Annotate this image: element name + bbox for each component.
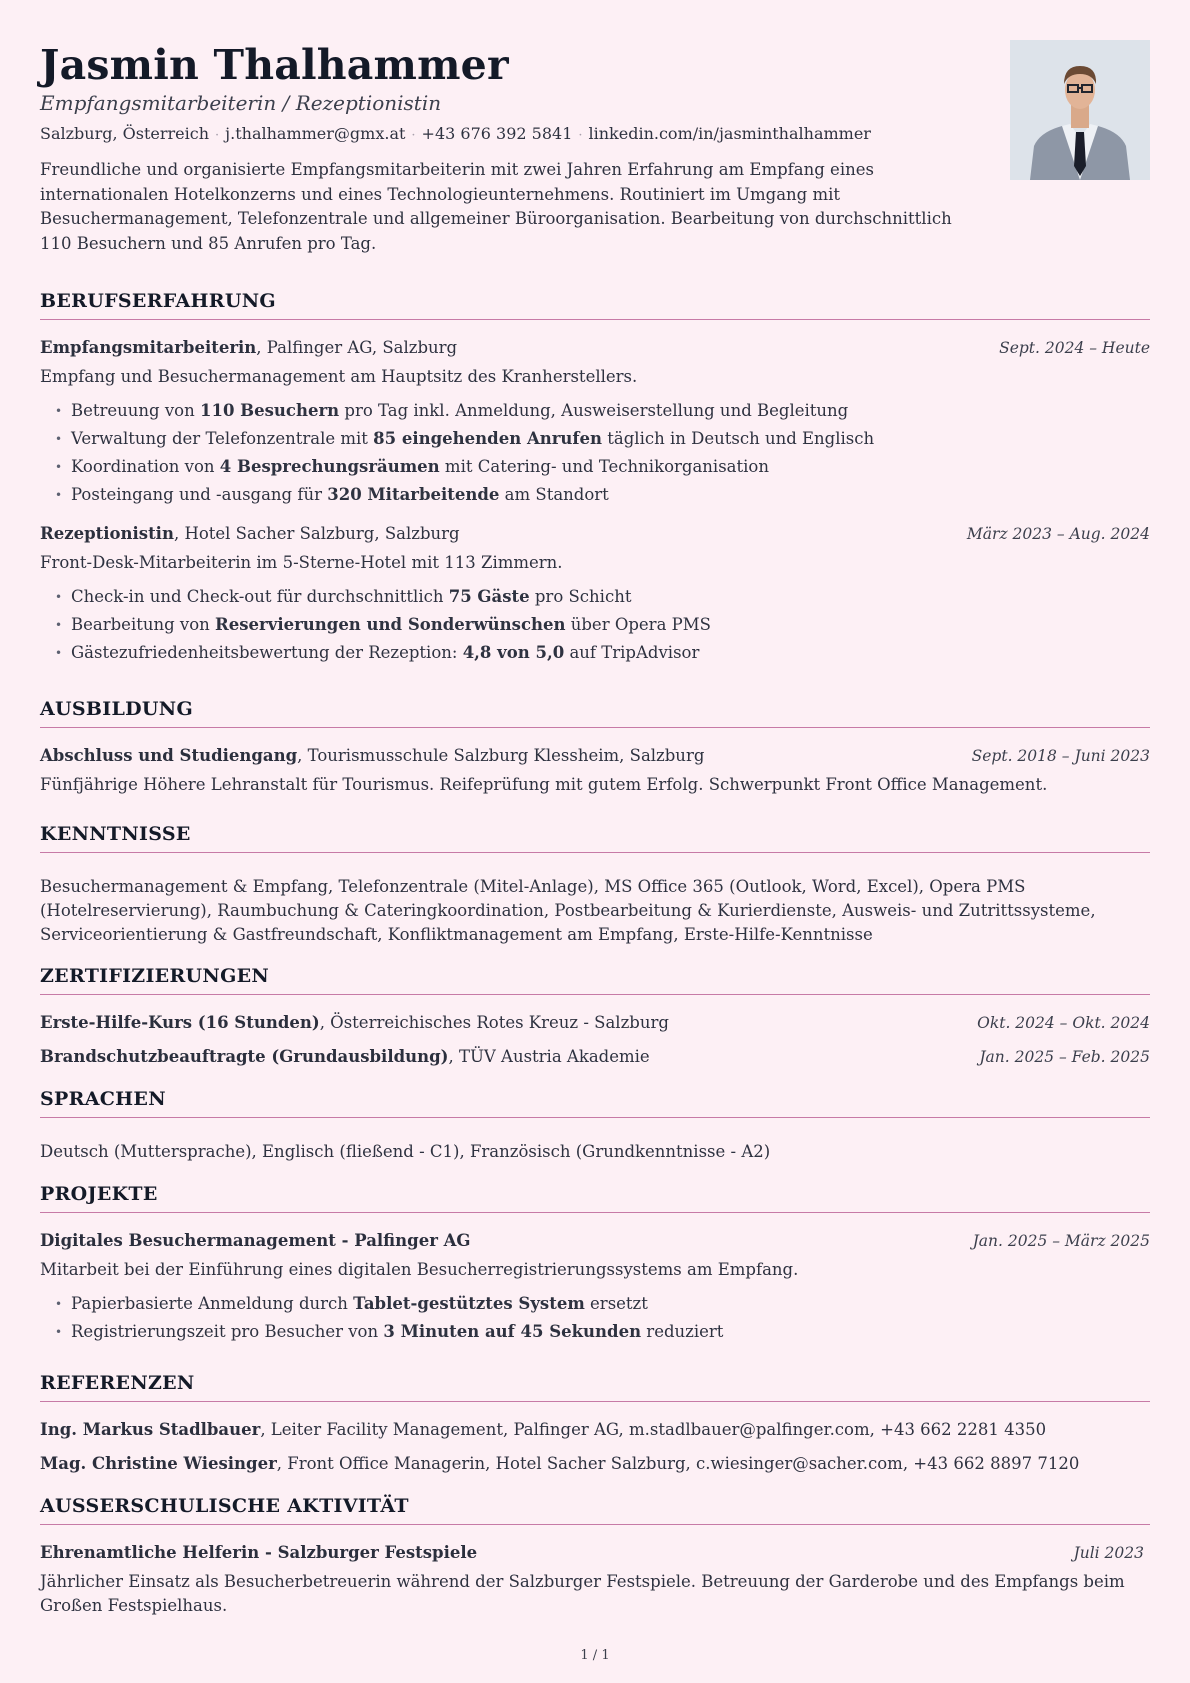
references-section (40, 1371, 1150, 1475)
job-organization: , Hotel Sacher Salzburg, Salzburg (173, 524, 460, 543)
project-bullet: • Papierbasierte Anmeldung durch Tablet-gestütztes System ersetzt (40, 1290, 1150, 1318)
section-title-skills: KENNTNISSE (40, 822, 1150, 853)
activity-name: Ehrenamtliche Helferin - Salzburger Festspiele (40, 1543, 478, 1562)
project-name: Digitales Besuchermanagement - Palfinger AG (40, 1231, 471, 1250)
candidate-name: Jasmin Thalhammer (40, 41, 509, 89)
certification-issuer: , Österreichisches Rotes Kreuz - Salzburg (319, 1013, 669, 1032)
job-role: Empfangsmitarbeiterin (40, 338, 257, 357)
project-description: Mitarbeit bei der Einführung eines digitalen Besucherregistrierungssystems am Empfang. (40, 1260, 799, 1279)
profile-photo (1010, 40, 1150, 180)
projects-section (40, 1182, 1150, 1346)
reference-name: Mag. Christine Wiesinger (40, 1454, 277, 1473)
job-bullet: • Posteingang und -ausgang für 320 Mitarbeitende am Standort (40, 481, 1150, 509)
job-date: Sept. 2024 – Heute (999, 339, 1150, 357)
reference-item (40, 1453, 1150, 1475)
contact-separator: · (578, 128, 583, 143)
education-date: Sept. 2018 – Juni 2023 (971, 747, 1150, 765)
certification-issuer: , TÜV Austria Akademie (448, 1047, 650, 1066)
section-title-education: AUSBILDUNG (40, 697, 1150, 728)
resume-header (40, 40, 1150, 254)
job-entry-header (40, 337, 1150, 359)
section-title-projects: PROJEKTE (40, 1182, 1150, 1213)
certification-date: Jan. 2025 – Feb. 2025 (979, 1048, 1150, 1066)
languages-section (40, 1087, 1150, 1164)
profile-summary: Freundliche und organisierte Empfangsmitarbeiterin mit zwei Jahren Erfahrung am Empfang eines internationalen Hotelkonzerns und eines Technologieunternehmens. Routiniert im Umgang mit Besuchermanagement, Telefonzentrale und allgemeiner Büroorganisation. Bearbeitung von durchschnittlich 110 Besuchern und 85 Anrufen pro Tag. (40, 160, 952, 253)
job-bullet: • Koordination von 4 Besprechungsräumen mit Catering- und Technikorganisation (40, 453, 1150, 481)
job-bullet: • Betreuung von 110 Besuchern pro Tag inkl. Anmeldung, Ausweiserstellung und Begleitung (40, 397, 1150, 425)
project-bullet-list (40, 1290, 1150, 1346)
job-role: Rezeptionistin (40, 524, 174, 543)
section-title-activities: AUSSERSCHULISCHE AKTIVITÄT (40, 1494, 1150, 1525)
skills-section (40, 822, 1150, 947)
certification-date: Okt. 2024 – Okt. 2024 (977, 1014, 1150, 1032)
job-entry-header (40, 523, 1150, 545)
contact-separator: · (411, 128, 416, 143)
languages-text: Deutsch (Muttersprache), Englisch (fließend - C1), Französisch (Grundkenntnisse - A2) (40, 1142, 771, 1161)
education-description: Fünfjährige Höhere Lehranstalt für Tourismus. Reifeprüfung mit gutem Erfolg. Schwerpunkt Front Office Management. (40, 775, 1048, 794)
section-title-languages: SPRACHEN (40, 1087, 1150, 1118)
reference-details: , Front Office Managerin, Hotel Sacher Salzburg, c.wiesinger@sacher.com, +43 662 8897 7120 (276, 1454, 1080, 1473)
certification-name: Brandschutzbeauftragte (Grundausbildung) (40, 1047, 449, 1066)
job-description: Empfang und Besuchermanagement am Hauptsitz des Kranherstellers. (40, 367, 638, 386)
contact-email[interactable]: j.thalhammer@gmx.at (225, 124, 406, 143)
project-date: Jan. 2025 – März 2025 (972, 1232, 1150, 1250)
education-degree: Abschluss und Studiengang (40, 746, 298, 765)
contact-phone[interactable]: +43 676 392 5841 (421, 124, 573, 143)
job-organization: , Palfinger AG, Salzburg (256, 338, 458, 357)
certification-name: Erste-Hilfe-Kurs (16 Stunden) (40, 1013, 320, 1032)
education-entry-header (40, 745, 1150, 767)
activity-description: Jährlicher Einsatz als Besucherbetreuerin während der Salzburger Festspiele. Betreuung der Garderobe und des Empfangs beim Großen Festspielhaus. (40, 1572, 1125, 1615)
contact-separator: · (215, 128, 220, 143)
job-bullet: • Verwaltung der Telefonzentrale mit 85 eingehenden Anrufen täglich in Deutsch und Englisch (40, 425, 1150, 453)
education-section (40, 697, 1150, 797)
activity-entry-header (40, 1542, 1150, 1564)
experience-section (40, 289, 1150, 667)
job-bullet-list (40, 397, 1150, 509)
reference-details: , Leiter Facility Management, Palfinger AG, m.stadlbauer@palfinger.com, +43 662 2281 4350 (260, 1420, 1047, 1439)
job-bullet: • Bearbeitung von Reservierungen und Sonderwünschen über Opera PMS (40, 611, 1150, 639)
section-title-references: REFERENZEN (40, 1371, 1150, 1402)
job-bullet: • Gästezufriedenheitsbewertung der Rezeption: 4,8 von 5,0 auf TripAdvisor (40, 639, 1150, 667)
job-bullet: • Check-in und Check-out für durchschnittlich 75 Gäste pro Schicht (40, 583, 1150, 611)
education-school: , Tourismusschule Salzburg Klessheim, Salzburg (297, 746, 705, 765)
profile-photo-image (1010, 40, 1150, 180)
page-number: 1 / 1 (580, 1648, 610, 1663)
section-title-experience: BERUFSERFAHRUNG (40, 289, 1150, 320)
activity-date: Juli 2023 (1073, 1544, 1144, 1562)
contact-linkedin[interactable]: linkedin.com/in/jasminthalhammer (588, 124, 871, 143)
contact-line (40, 123, 871, 147)
job-date: März 2023 – Aug. 2024 (966, 525, 1150, 543)
job-description: Front-Desk-Mitarbeiterin im 5-Sterne-Hotel mit 113 Zimmern. (40, 553, 563, 572)
project-entry-header (40, 1230, 1150, 1252)
skills-text: Besuchermanagement & Empfang, Telefonzentrale (Mitel-Anlage), MS Office 365 (Outlook, Word, Excel), Opera PMS (Hotelreservierung), Raumbuchung & Cateringkoordination, Postbearbeitung & Kurierdienste, Ausweis- und Zutrittssysteme, Serviceorientierung & Gastfreundschaft, Konfliktmanagement am Empfang, Erste-Hilfe-Kenntnisse (40, 877, 1096, 944)
activities-section (40, 1494, 1150, 1618)
section-title-certifications: ZERTIFIZIERUNGEN (40, 964, 1150, 995)
job-title: Empfangsmitarbeiterin / Rezeptionistin (40, 91, 442, 115)
job-bullet-list (40, 583, 1150, 667)
project-bullet: • Registrierungszeit pro Besucher von 3 Minuten auf 45 Sekunden reduziert (40, 1318, 1150, 1346)
certification-item (40, 1012, 1150, 1034)
contact-location: Salzburg, Österreich (40, 124, 210, 143)
reference-item (40, 1419, 1150, 1441)
reference-name: Ing. Markus Stadlbauer (40, 1420, 261, 1439)
certifications-section (40, 964, 1150, 1068)
certification-item (40, 1046, 1150, 1068)
